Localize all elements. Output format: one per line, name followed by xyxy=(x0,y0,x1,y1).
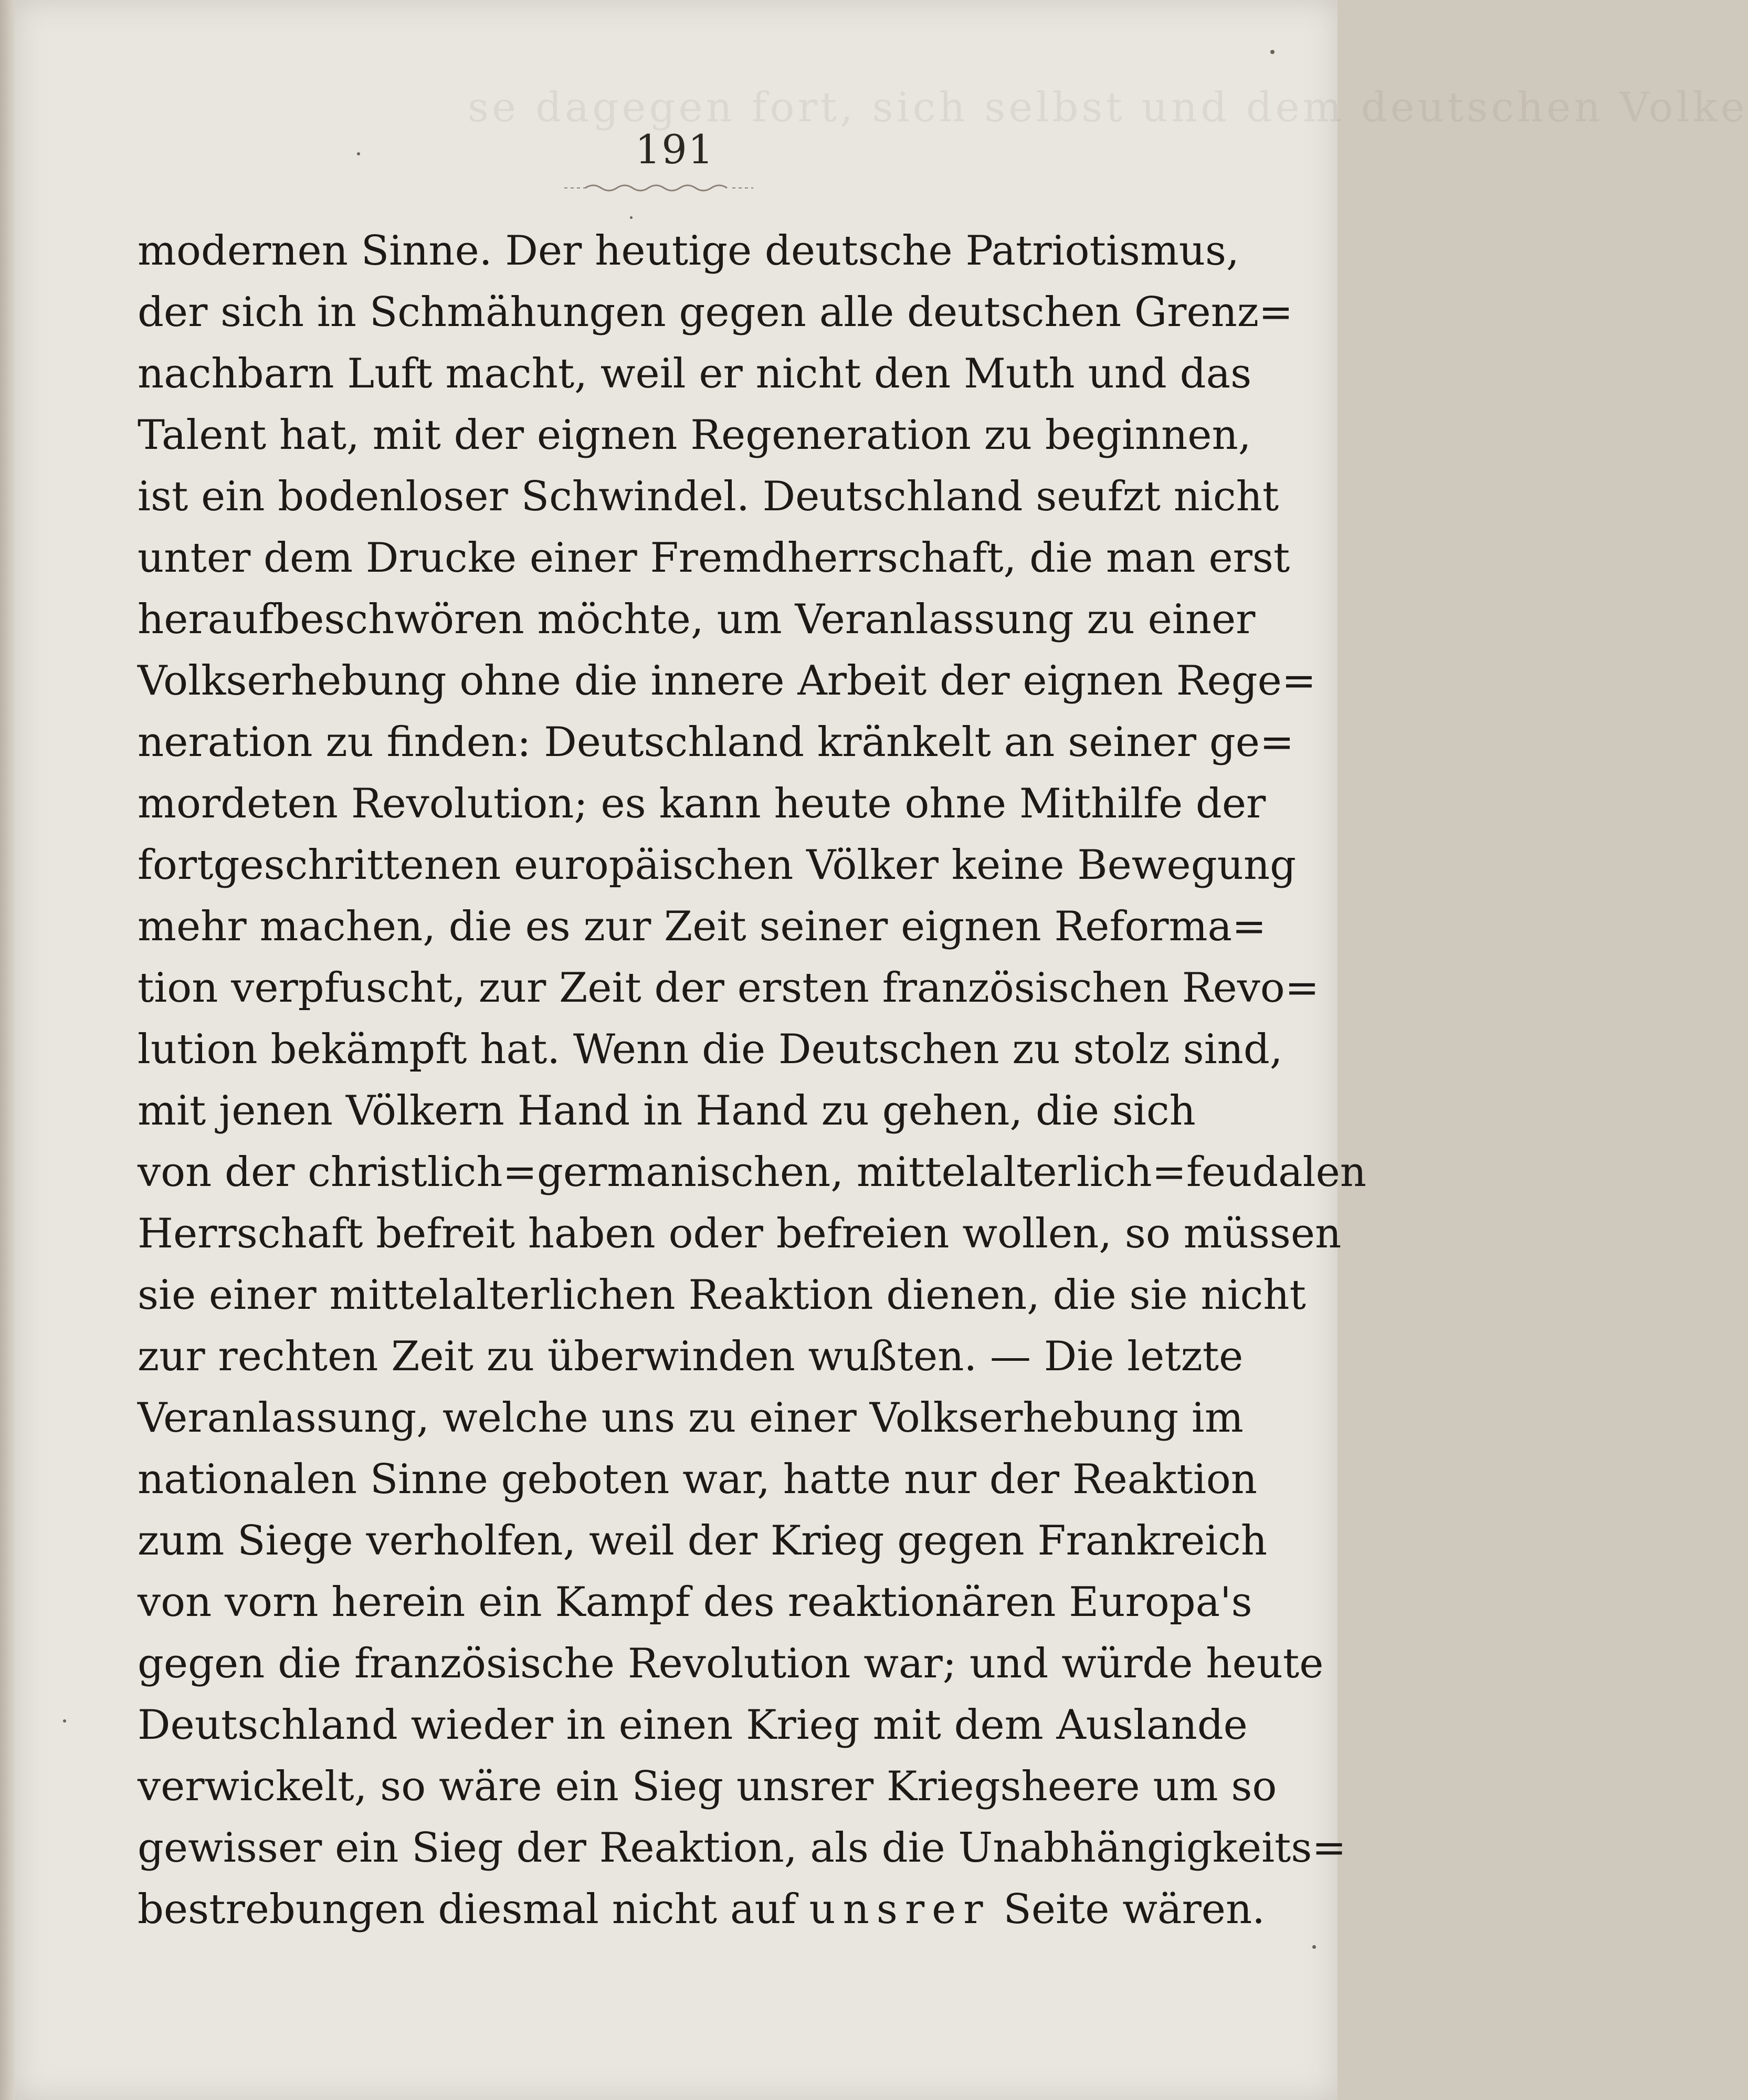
text-line: von der christlich=germanischen, mittelalterlich=feudalen xyxy=(138,1149,1367,1196)
text-line: ist ein bodenloser Schwindel. Deutschland seufzt nicht xyxy=(138,473,1279,520)
text-line: tion verpfuscht, zur Zeit der ersten französischen Revo= xyxy=(138,964,1320,1012)
paper-speck xyxy=(63,1719,66,1723)
page-number: 191 xyxy=(635,126,715,173)
text-line: von vorn herein ein Kampf des reaktionären Europa's xyxy=(138,1579,1252,1626)
final-line-start: bestrebungen diesmal nicht auf xyxy=(138,1886,796,1933)
body-text xyxy=(138,220,1367,1940)
text-line: Talent hat, mit der eignen Regeneration zu beginnen, xyxy=(138,412,1251,459)
text-line: Herrschaft befreit haben oder befreien wollen, so müssen xyxy=(138,1210,1342,1257)
text-line: Veranlassung, welche uns zu einer Volkserhebung im xyxy=(138,1394,1244,1442)
text-line: gewisser ein Sieg der Reaktion, als die Unabhängigkeits= xyxy=(138,1824,1346,1872)
text-line: modernen Sinne. Der heutige deutsche Patriotismus, xyxy=(138,227,1239,275)
text-line: heraufbeschwören möchte, um Veranlassung zu einer xyxy=(138,596,1256,643)
text-line: nachbarn Luft macht, weil er nicht den Muth und das xyxy=(138,350,1252,397)
text-line: mit jenen Völkern Hand in Hand zu gehen, die sich xyxy=(138,1087,1196,1135)
emphasized-word: unsrer xyxy=(809,1886,991,1933)
text-line: mehr machen, die es zur Zeit seiner eignen Reforma= xyxy=(138,903,1267,950)
ornament-divider-icon xyxy=(564,183,753,193)
text-line: sie einer mittelalterlichen Reaktion dienen, die sie nicht xyxy=(138,1272,1306,1319)
text-line: Volkserhebung ohne die innere Arbeit der eignen Rege= xyxy=(138,657,1317,705)
text-line: verwickelt, so wäre ein Sieg unsrer Kriegsheere um so xyxy=(138,1763,1277,1810)
page-gutter-shadow xyxy=(0,0,15,2100)
paper-speck xyxy=(630,216,633,219)
final-line-end: Seite wären. xyxy=(1003,1886,1265,1933)
text-line-final xyxy=(138,1879,1265,1940)
bleed-through-text: se dagegen fort, sich selbst und dem deutschen Volke xyxy=(468,84,1748,131)
paper-speck xyxy=(1270,50,1275,54)
text-line: nationalen Sinne geboten war, hatte nur der Reaktion xyxy=(138,1456,1258,1503)
paper-speck xyxy=(357,152,360,155)
text-line: zur rechten Zeit zu überwinden wußten. — Die letzte xyxy=(138,1333,1244,1380)
text-line: unter dem Drucke einer Fremdherrschaft, die man erst xyxy=(138,534,1290,582)
text-line: fortgeschrittenen europäischen Völker keine Bewegung xyxy=(138,842,1297,889)
paper-speck xyxy=(1312,1945,1316,1949)
text-line: Deutschland wieder in einen Krieg mit dem Auslande xyxy=(138,1702,1248,1749)
text-line: neration zu finden: Deutschland kränkelt an seiner ge= xyxy=(138,719,1294,766)
text-line: mordeten Revolution; es kann heute ohne Mithilfe der xyxy=(138,780,1266,827)
text-line: zum Siege verholfen, weil der Krieg gegen Frankreich xyxy=(138,1517,1268,1564)
text-line: der sich in Schmähungen gegen alle deutschen Grenz= xyxy=(138,289,1293,336)
text-line: lution bekämpft hat. Wenn die Deutschen zu stolz sind, xyxy=(138,1026,1283,1073)
text-line: gegen die französische Revolution war; und würde heute xyxy=(138,1640,1324,1687)
